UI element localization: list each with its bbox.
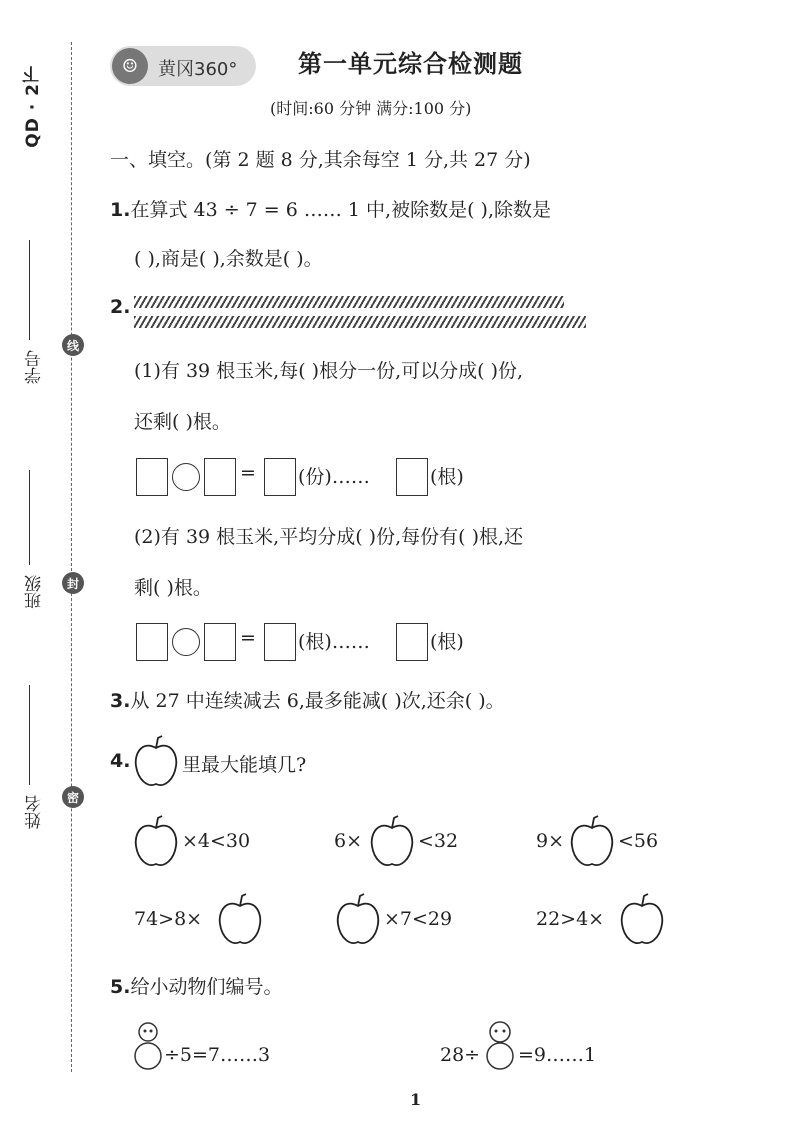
class-underline [29,470,30,565]
answer-box[interactable] [396,458,428,496]
inequality-text: 6× [334,830,363,852]
answer-box[interactable] [204,458,236,496]
class-label: 班级 [25,575,45,609]
inequality-text: ×7<29 [384,908,453,930]
animal-icon[interactable] [482,1020,518,1070]
mascot-icon: ☺ [112,48,148,84]
page-title: 第一单元综合检测题 [298,49,523,78]
equals-sign: = [240,462,256,484]
question-text: 从 27 中连续减去 6,最多能减( )次,还余( )。 [130,690,505,712]
question-2-part-2-line-2: 剩( )根。 [134,577,212,599]
question-1-line-2: ( ),商是( ),余数是( )。 [134,248,323,270]
unit-label: (根)…… [298,631,370,653]
apple-icon[interactable] [618,892,666,948]
question-text: 在算式 43 ÷ 7 = 6 …… 1 中,被除数是( ),除数是 [130,199,551,221]
operator-circle[interactable] [172,463,200,491]
question-1-line-1 [110,195,551,222]
seal-mark-seal: 封 [62,572,84,594]
apple-icon[interactable] [568,814,616,870]
seal-mark-secret: 密 [62,786,84,808]
publisher-logo [110,46,256,86]
question-5 [110,972,282,999]
question-2-part-1-line-2: 还剩( )根。 [134,411,231,433]
name-label: 姓名 [25,795,45,829]
apple-icon[interactable] [368,814,416,870]
equation-text: 28÷ [440,1044,481,1066]
seal-mark-line: 线 [62,334,84,356]
operator-circle[interactable] [172,628,200,656]
animal-icon[interactable] [132,1020,164,1070]
exam-info: (时间:60 分钟 满分:100 分) [270,99,472,118]
inequality-text: 9× [536,830,565,852]
answer-box[interactable] [204,623,236,661]
question-3 [110,686,505,713]
question-number: 4. [110,750,131,772]
question-number: 1. [110,199,131,221]
question-2-number [110,296,130,318]
illegible-instruction-line-2 [134,316,586,328]
question-2-part-2-line-1: (2)有 39 根玉米,平均分成( )份,每份有( )根,还 [134,526,524,548]
equation-text: ÷5=7……3 [164,1044,271,1066]
logo-text: 黄冈360° [158,59,238,80]
unit-label: (根) [430,466,464,488]
inequality-text: 74>8× [134,908,203,930]
answer-box[interactable] [396,623,428,661]
apple-icon[interactable] [334,892,382,948]
name-underline [29,685,30,785]
illegible-instruction-line-1 [134,296,564,308]
page-number: 1 [410,1090,422,1109]
unit-label: (根) [430,631,464,653]
answer-box[interactable] [264,623,296,661]
student-id-label: 学号 [25,350,45,384]
apple-icon[interactable] [132,814,180,870]
student-id-underline [29,240,30,340]
question-4-number [110,750,130,772]
unit-label: (份)…… [298,466,370,488]
question-number: 5. [110,976,131,998]
answer-box[interactable] [136,623,168,661]
inequality-text: ×4<30 [182,830,251,852]
inequality-text: <56 [618,830,659,852]
answer-box[interactable] [264,458,296,496]
question-text: 给小动物们编号。 [130,976,283,998]
equals-sign: = [240,627,256,649]
apple-icon[interactable] [216,892,264,948]
answer-box[interactable] [136,458,168,496]
question-4-text: 里最大能填几? [182,754,307,776]
edition-code: QD · 2下 [23,65,43,148]
equation-text: =9……1 [518,1044,597,1066]
section-heading: 一、填空。(第 2 题 8 分,其余每空 1 分,共 27 分) [110,149,531,171]
apple-icon [132,734,180,790]
question-2-part-1-line-1: (1)有 39 根玉米,每( )根分一份,可以分成( )份, [134,360,524,382]
question-number: 2. [110,296,131,318]
fold-line [71,42,72,1072]
inequality-text: <32 [418,830,459,852]
question-number: 3. [110,690,131,712]
inequality-text: 22>4× [536,908,605,930]
